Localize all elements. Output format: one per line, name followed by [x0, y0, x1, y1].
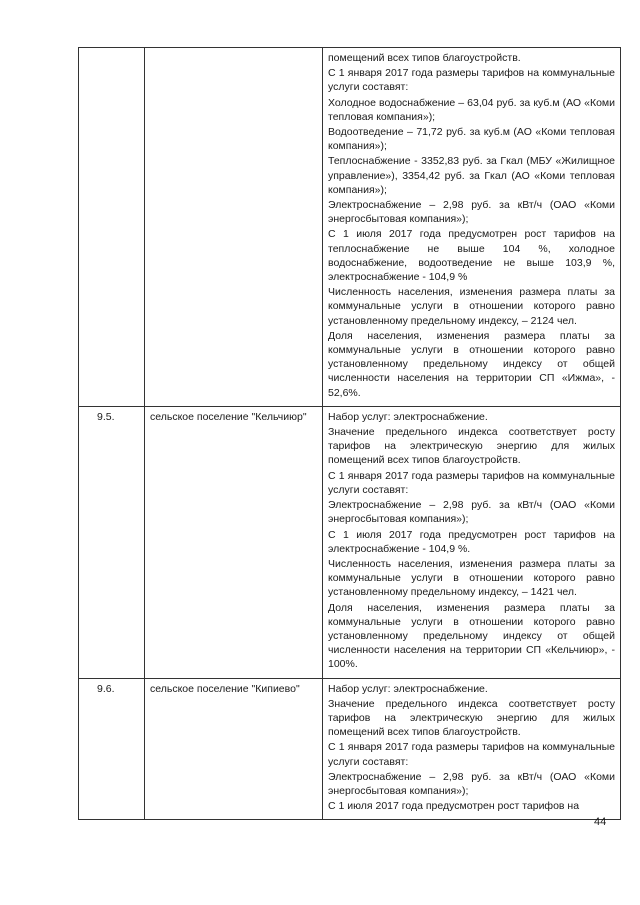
paragraph: помещений всех типов благоустройств.: [328, 52, 521, 64]
paragraph: Электроснабжение – 2,98 руб. за кВт/ч (ОАО «Коми энергосбытовая компания»);: [328, 199, 615, 226]
description-cell: [323, 678, 621, 820]
paragraph: Доля населения, изменения размера платы за коммунальные услуги в отношении которого равно установленному предельному индексу от общей численности населения на территории СП «Ижма», - 52,6%.: [328, 329, 615, 399]
row-number: [79, 48, 145, 407]
paragraph: Доля населения, изменения размера платы за коммунальные услуги в отношении которого равно установленному предельному индексу от общей численности населения на территории СП «Кельчиюр», - 100%.: [328, 601, 615, 671]
paragraph: Численность населения, изменения размера платы за коммунальные услуги в отношении которого равно установленному предельному индексу, – 2124 чел.: [328, 286, 615, 327]
description-cell: [323, 48, 621, 407]
table-row: [79, 48, 621, 407]
description-cell: [323, 406, 621, 678]
settlement-name: [145, 48, 323, 407]
paragraph: Теплоснабжение - 3352,83 руб. за Гкал (МБУ «Жилищное управление»), 3354,42 руб. за Гкал (АО «Коми тепловая компания»);: [328, 155, 615, 196]
tariff-table: [78, 47, 621, 820]
table-row: [79, 406, 621, 678]
paragraph: С 1 июля 2017 года предусмотрен рост тарифов на теплоснабжение не выше 104 %, холодное водоснабжение, водоотведение не выше 103,9 %, электроснабжение - 104,9 %: [328, 228, 615, 284]
table-row: [79, 678, 621, 820]
row-number: 9.5.: [79, 406, 145, 678]
paragraph: Численность населения, изменения размера платы за коммунальные услуги в отношении которого равно установленному предельному индексу, – 1421 чел.: [328, 557, 615, 599]
paragraph: С 1 июля 2017 года предусмотрен рост тарифов на: [328, 800, 580, 813]
paragraph: С 1 января 2017 года размеры тарифов на коммунальные услуги составят:: [328, 469, 615, 496]
paragraph: С 1 января 2017 года размеры тарифов на коммунальные услуги составят:: [328, 67, 615, 94]
page-number: 44: [594, 816, 607, 828]
paragraph: С 1 июля 2017 года предусмотрен рост тарифов на электроснабжение - 104,9 %.: [328, 528, 615, 555]
row-number: 9.6.: [79, 678, 145, 820]
paragraph: Водоотведение – 71,72 руб. за куб.м (АО «Коми тепловая компания»);: [328, 126, 615, 153]
paragraph: С 1 января 2017 года размеры тарифов на коммунальные услуги составят:: [328, 741, 615, 768]
paragraph: Набор услуг: электроснабжение.: [328, 682, 488, 695]
paragraph: Электроснабжение – 2,98 руб. за кВт/ч (ОАО «Коми энергосбытовая компания»);: [328, 499, 615, 526]
paragraph: Холодное водоснабжение – 63,04 руб. за куб.м (АО «Коми тепловая компания»);: [328, 96, 615, 123]
paragraph: Набор услуг: электроснабжение.: [328, 410, 488, 423]
paragraph: Значение предельного индекса соответствует росту тарифов на электрическую энергию для жилых помещений всех типов благоустройств.: [328, 697, 615, 739]
paragraph: Электроснабжение – 2,98 руб. за кВт/ч (ОАО «Коми энергосбытовая компания»);: [328, 770, 615, 797]
settlement-name: сельское поселение "Кельчиюр": [145, 406, 323, 678]
paragraph: Значение предельного индекса соответствует росту тарифов на электрическую энергию для жилых помещений всех типов благоустройств.: [328, 426, 615, 467]
settlement-name: сельское поселение "Кипиево": [145, 678, 323, 820]
